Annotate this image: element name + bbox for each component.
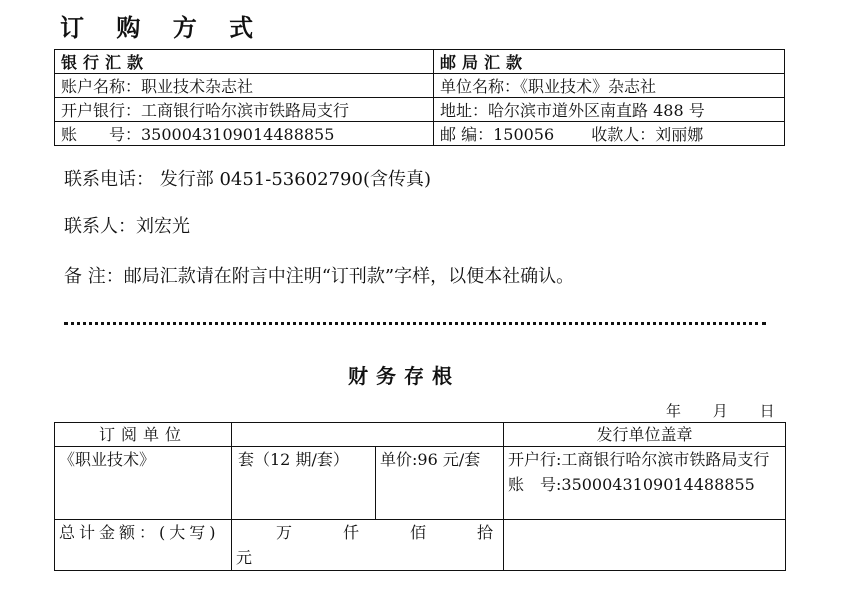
unit-bai: 佰 [409,523,426,542]
issuer-info [504,447,786,520]
subscriber-blank-cell [232,423,504,447]
total-amount-words [232,520,504,571]
sets-field [232,447,376,520]
unit-qian: 仟 [342,523,359,542]
bank-name: 开户银行：工商银行哈尔滨市铁路局支行 [55,98,434,122]
sets-label: 套（12 期/套） [238,450,349,469]
contact-person: 联系人：刘宏光 [64,216,190,237]
unit-wan: 万 [276,523,293,542]
issuer-account: 账 号:3500043109014488855 [508,475,755,494]
account-number: 账 号：3500043109014488855 [55,122,434,146]
page-title: 订 购 方 式 [60,13,266,42]
date-line [666,400,775,421]
year-label: 年 [666,402,682,420]
unit-price: 单价:96 元/套 [376,447,504,520]
issuer-stamp-header: 发行单位盖章 [504,423,786,447]
payment-methods-table [54,49,785,146]
issuer-bank: 开户行:工商银行哈尔滨市铁路局支行 [508,450,770,469]
postcode-recipient: 邮 编：150056 收款人：刘丽娜 [434,122,785,146]
bank-transfer-header: 银行汇款 [55,50,434,74]
unit-name: 单位名称：《职业技术》杂志社 [434,74,785,98]
postal-transfer-header: 邮局汇款 [434,50,785,74]
postal-address: 地址：哈尔滨市道外区南直路 488 号 [434,98,785,122]
stub-title: 财务存根 [348,364,460,388]
finance-stub-table [54,422,786,571]
contact-phone: 联系电话： 发行部 0451-53602790(含传真) [64,169,431,190]
account-name: 账户名称：职业技术杂志社 [55,74,434,98]
remark: 备 注：邮局汇款请在附言中注明“订刊款”字样，以便本社确认。 [64,266,575,287]
month-label: 月 [712,402,728,420]
unit-shi: 拾 [476,523,493,542]
cut-line-divider [64,304,766,325]
magazine-name: 《职业技术》 [55,447,232,520]
total-amount-label: 总计金额：(大写) [55,520,232,571]
unit-yuan: 元 [236,548,253,567]
stamp-blank-cell [504,520,786,571]
day-label: 日 [759,402,775,420]
subscriber-header: 订阅单位 [55,423,232,447]
